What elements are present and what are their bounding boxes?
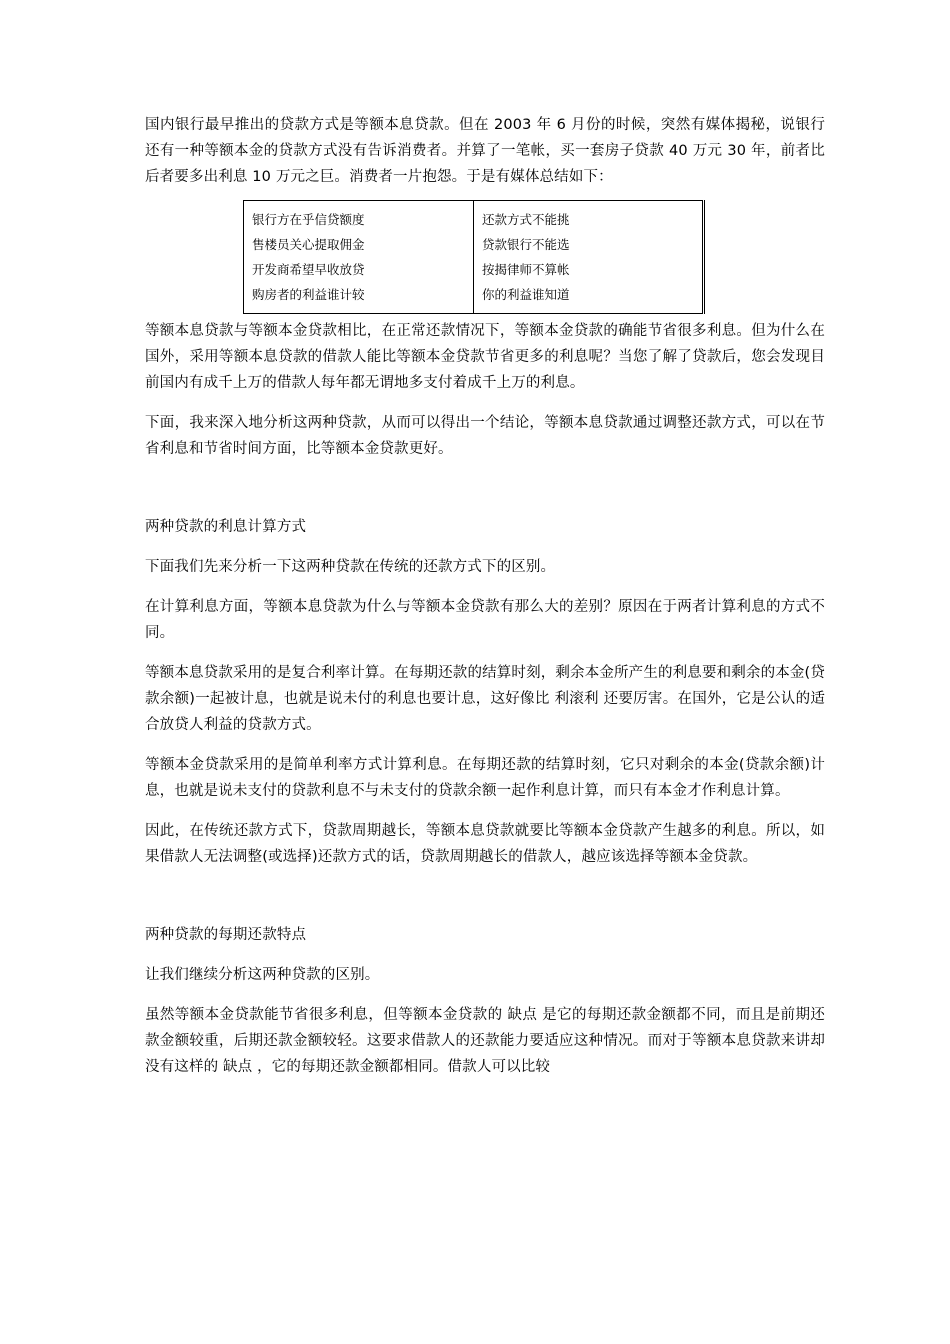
paragraph-conclusion: 下面，我来深入地分析这两种贷款，从而可以得出一个结论，等额本息贷款通过调整还款方式，可以在节省利息和节省时间方面，比等额本金贷款更好。 — [145, 415, 825, 457]
paragraph-drawbacks: 虽然等额本金贷款能节省很多利息，但等额本金贷款的 缺点 是它的每期还款金额都不同，而且是前期还款金额较重，后期还款金额较轻。这要求借款人的还款能力要适应这种情况。而对于等额本息贷款来讲却没有这样的 缺点 ，它的每期还款金额都相同。借款人可以比较 — [145, 1007, 825, 1075]
verse-line: 银行方在乎信贷额度 — [252, 212, 365, 227]
verse-line: 你的利益谁知道 — [482, 287, 570, 302]
verse-line: 购房者的利益谁计较 — [252, 287, 365, 302]
verse-line: 按揭律师不算帐 — [482, 262, 570, 277]
verse-table-row — [244, 201, 704, 314]
paragraph-equal-principal: 等额本金贷款采用的是简单利率方式计算利息。在每期还款的结算时刻，它只对剩余的本金(贷款余额)计息，也就是说未支付的贷款利息不与未支付的贷款余额一起作利息计算，而只有本金才作利息计算。 — [145, 757, 825, 799]
paragraph-equal-installment: 等额本息贷款采用的是复合利率计算。在每期还款的结算时刻，剩余本金所产生的利息要和剩余的本金(贷款余额)一起被计息，也就是说未付的利息也要计息，这好像比 利滚利 还要厉害。在国外，它是公认的适合放贷人利益的贷款方式。 — [145, 665, 825, 733]
paragraph-interest-difference: 在计算利息方面，等额本息贷款为什么与等额本金贷款有那么大的差别？原因在于两者计算利息的方式不同。 — [145, 599, 825, 641]
verse-column-left — [244, 201, 474, 314]
paragraph-therefore: 因此，在传统还款方式下，贷款周期越长，等额本息贷款就要比等额本金贷款产生越多的利息。所以，如果借款人无法调整(或选择)还款方式的话，贷款周期越长的借款人，越应该选择等额本金贷款。 — [145, 823, 825, 865]
verse-line: 开发商希望早收放贷 — [252, 262, 365, 277]
verse-line: 还款方式不能挑 — [482, 212, 570, 227]
verse-line: 售楼员关心提取佣金 — [252, 237, 365, 252]
verse-line: 贷款银行不能选 — [482, 237, 570, 252]
paragraph-intro: 国内银行最早推出的贷款方式是等额本息贷款。但在 2003 年 6 月份的时候，突然有媒体揭秘，说银行还有一种等额本金的贷款方式没有告诉消费者。并算了一笔帐，买一套房子贷款 40 万元 30 年，前者比后者要多出利息 10 万元之巨。消费者一片抱怨。于是有媒体总结如下： — [145, 117, 825, 185]
section-heading-interest-calculation: 两种贷款的利息计算方式 — [145, 519, 307, 535]
paragraph-analysis-intro: 下面我们先来分析一下这两种贷款在传统的还款方式下的区别。 — [145, 559, 556, 575]
verse-table — [243, 200, 705, 314]
section-heading-repayment-features: 两种贷款的每期还款特点 — [145, 927, 307, 943]
verse-column-right — [474, 201, 704, 314]
paragraph-comparison: 等额本息贷款与等额本金贷款相比，在正常还款情况下，等额本金贷款的确能节省很多利息。但为什么在国外，采用等额本息贷款的借款人能比等额本金贷款节省更多的利息呢？当您了解了贷款后，您会发现目前国内有成千上万的借款人每年都无谓地多支付着成千上万的利息。 — [145, 323, 825, 391]
document-page — [145, 112, 825, 1080]
paragraph-continue-analysis: 让我们继续分析这两种贷款的区别。 — [145, 967, 380, 983]
